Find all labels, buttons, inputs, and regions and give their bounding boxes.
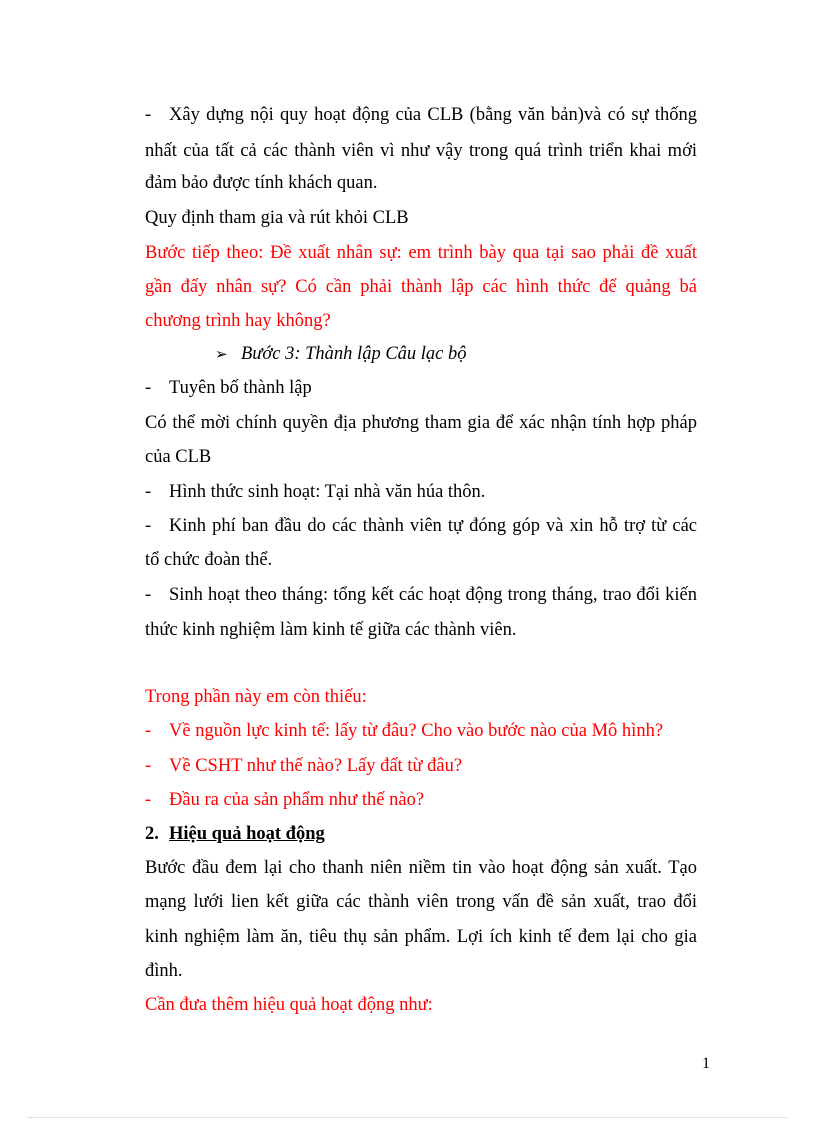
list-item-activity-form: - Hình thức sinh hoạt: Tại nhà văn húa thôn. (145, 482, 486, 502)
paragraph-effectiveness-line-1: Bước đầu đem lại cho thanh niên niềm tin vào hoạt động sản xuất. Tạo (145, 858, 697, 878)
paragraph-effectiveness-line-2: mạng lưới lien kết giữa các thành viên trong vấn đề sản xuất, trao đổi (145, 892, 697, 912)
paragraph-join-leave: Quy định tham gia và rút khỏi CLB (145, 208, 409, 228)
comment-missing-item: - Về nguồn lực kinh tế: lấy từ đâu? Cho vào bước nào của Mô hình? (145, 721, 664, 741)
dash-bullet: - (145, 790, 152, 810)
dash-bullet: - (145, 105, 152, 125)
list-item-monthly-line-1: - Sinh hoạt theo tháng: tổng kết các hoạt động trong tháng, trao đổi kiến (145, 585, 697, 605)
list-item-announce: - Tuyên bố thành lập (145, 378, 312, 398)
comment-next-step-line-1: Bước tiếp theo: Đề xuất nhân sự: em trình bày qua tại sao phải đề xuất (145, 243, 697, 263)
footer-divider (28, 1117, 788, 1118)
paragraph-effectiveness-line-3: kinh nghiệm làm ăn, tiêu thụ sản phẩm. Lợi ích kinh tế đem lại cho gia (145, 927, 697, 947)
paragraph-local-gov-line-1: Có thể mời chính quyền địa phương tham gia để xác nhận tính hợp pháp (145, 413, 697, 433)
list-item-rules-line-3: đảm bảo được tính khách quan. (145, 173, 378, 193)
comment-missing-item: - Đầu ra của sản phẩm như thế nào? (145, 790, 425, 810)
section-title: Hiệu quả hoạt động (169, 824, 325, 844)
comment-missing-title: Trong phần này em còn thiếu: (145, 687, 367, 707)
paragraph-effectiveness-line-4: đình. (145, 961, 183, 981)
list-item-funding-line-1: - Kinh phí ban đầu do các thành viên tự đóng góp và xin hỗ trợ từ các (145, 516, 697, 536)
step-3-heading: ➢ Bước 3: Thành lập Câu lạc bộ (215, 342, 767, 366)
list-item-rules-line-2: nhất của tất cả các thành viên vì như vậy trong quá trình triển khai mới (145, 141, 697, 161)
comment-missing-item: - Về CSHT như thế nào? Lấy đất từ đâu? (145, 756, 463, 776)
dash-bullet: - (145, 756, 152, 776)
paragraph-local-gov-line-2: của CLB (145, 447, 212, 467)
comment-next-step-line-2: gần đấy nhân sự? Có cần phải thành lập các hình thức để quảng bá (145, 277, 697, 297)
dash-bullet: - (145, 482, 152, 502)
dash-bullet: - (145, 721, 152, 741)
list-item-rules-line-1: - Xây dựng nội quy hoạt động của CLB (bằng văn bản)và có sự thống (145, 105, 697, 125)
list-item-funding-line-2: tổ chức đoàn thể. (145, 550, 273, 570)
dash-bullet: - (145, 378, 152, 398)
page-number: 1 (702, 1055, 710, 1072)
comment-next-step-line-3: chương trình hay không? (145, 311, 331, 331)
arrow-bullet-icon: ➢ (215, 347, 228, 363)
list-item-monthly-line-2: thức kinh nghiệm làm kinh tế giữa các thành viên. (145, 620, 517, 640)
dash-bullet: - (145, 585, 152, 605)
section-heading-effectiveness (145, 822, 697, 846)
dash-bullet: - (145, 516, 152, 536)
comment-more-effectiveness: Cần đưa thêm hiệu quả hoạt động như: (145, 995, 433, 1015)
section-number: 2. (145, 824, 159, 844)
